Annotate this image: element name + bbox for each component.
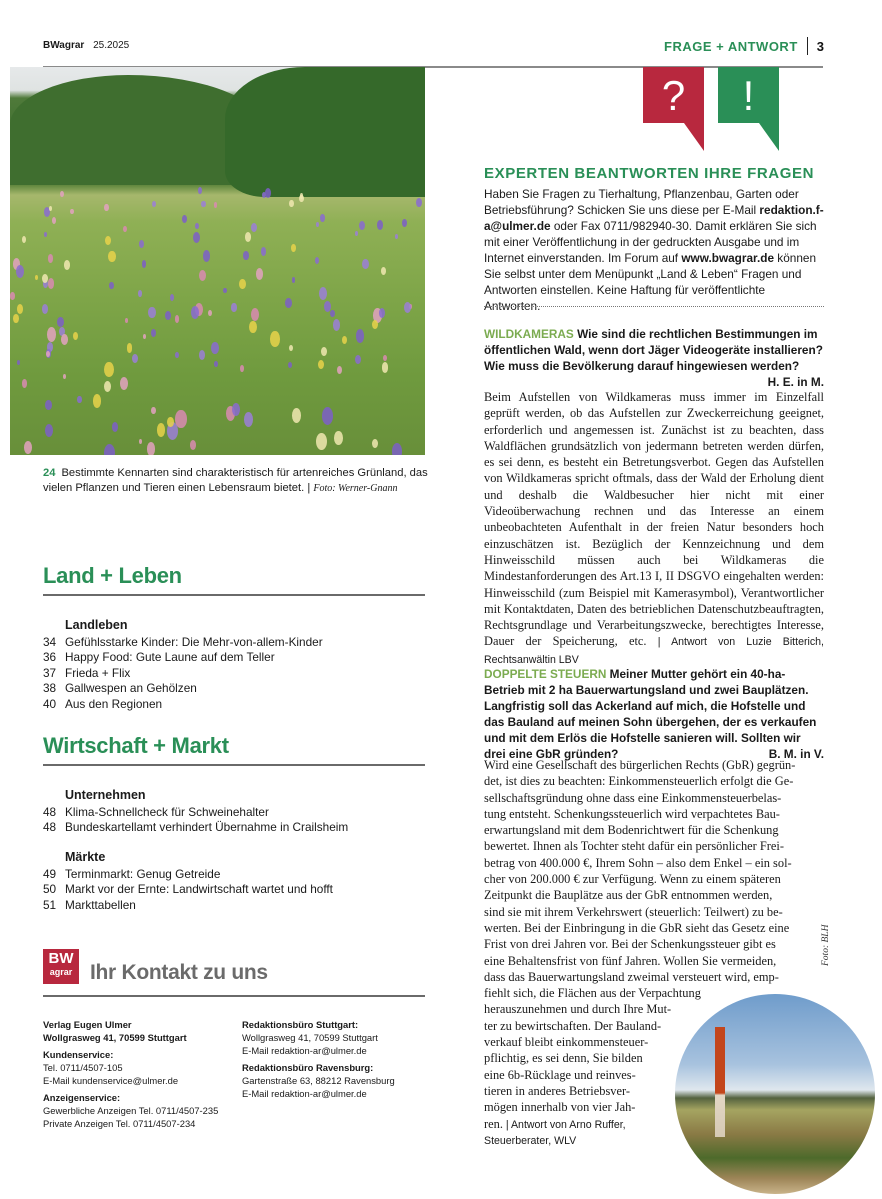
- photo-flower: [112, 422, 118, 432]
- field-marker-photo: [675, 994, 875, 1194]
- photo-flower: [244, 412, 253, 427]
- toc-title: Bundeskartellamt verhindert Übernahme in Crailsheim: [65, 820, 349, 834]
- toc-item[interactable]: [43, 898, 428, 914]
- photo-flower: [70, 209, 74, 215]
- toc-subtitle: Landleben: [65, 618, 128, 632]
- photo-flower: [60, 191, 64, 197]
- header-divider: [807, 37, 808, 55]
- section-title: FRAGE + ANTWORT: [664, 38, 798, 54]
- dotted-divider: [484, 306, 824, 307]
- answer-line: herauszunehmen und durch Ihre Mut-: [484, 1002, 672, 1017]
- photo-flower: [214, 361, 218, 367]
- photo-flower: [167, 417, 174, 428]
- photo-flower: [143, 334, 146, 339]
- office-ravensburg-address: Gartenstraße 63, 88212 Ravensburg: [242, 1075, 395, 1086]
- answer-line: ren.: [484, 1116, 503, 1131]
- toc-title: Markttabellen: [65, 897, 136, 912]
- intro-website-link[interactable]: www.bwagrar.de: [681, 251, 775, 265]
- photo-flower: [132, 354, 138, 363]
- photo-flower: [404, 302, 411, 313]
- photo-caption: [43, 466, 428, 496]
- photo-flower: [245, 232, 251, 242]
- photo-flower: [355, 231, 358, 236]
- caption-number: 24: [43, 467, 56, 479]
- toc-page: 48: [43, 820, 57, 834]
- photo-flower: [104, 444, 115, 455]
- logo-text-top: BW: [48, 950, 74, 967]
- photo-flower: [337, 366, 342, 374]
- answer-line: Frist von drei Jahren vor. Bei der Schenkungssteuer gibt es: [484, 937, 776, 952]
- office-stuttgart-address: Wollgrasweg 41, 70599 Stuttgart: [242, 1032, 378, 1043]
- photo-flower: [10, 292, 15, 299]
- toc-page: 51: [43, 897, 57, 912]
- photo-flower: [270, 331, 280, 346]
- answer-line: mögen innerhalb von vier Jah-: [484, 1100, 636, 1115]
- photo-flower: [104, 362, 113, 377]
- photo-flower: [377, 220, 383, 230]
- toc-title: Terminmarkt: Genug Getreide: [65, 866, 221, 881]
- answer-line: sellschaftsgründung ohne dass eine Einkommensteuerbelas-: [484, 790, 782, 805]
- toc-page: 48: [43, 804, 57, 819]
- intro-text: [484, 186, 824, 314]
- answer-line: tieren in anderes Betriebsver-: [484, 1083, 630, 1098]
- toc-heading-land-leben: Land + Leben: [43, 563, 182, 588]
- answer-line: erwartungsland mit dem Bodenrichtwert für die Schenkung: [484, 823, 779, 838]
- photo-flower: [362, 259, 369, 270]
- section-header: [664, 37, 824, 55]
- answer-line: eine Behaltensfrist von fünf Jahren. Wollen Sie vermeiden,: [484, 953, 777, 968]
- answer-line: betrag von 400.000 €, Ihrem Sohn – also dem Enkel – ein sol-: [484, 855, 792, 870]
- photo-flower: [231, 303, 236, 311]
- answer-line: Wird eine Gesellschaft des bürgerlichen Rechts (GbR) gegrün-: [484, 758, 796, 772]
- photo-flower: [318, 360, 324, 369]
- photo-flower: [170, 294, 174, 301]
- photo-flower: [249, 321, 257, 334]
- photo-flower: [320, 214, 325, 221]
- photo-flower: [199, 270, 206, 281]
- question-tag: WILDKAMERAS: [484, 327, 574, 341]
- answer-line: dass das Bauerwartungsland zweimal versteuert wird, emp-: [484, 969, 779, 984]
- photo-flower: [193, 232, 200, 243]
- toc-title: Happy Food: Gute Laune auf dem Teller: [65, 650, 275, 664]
- photo-flower: [139, 439, 142, 444]
- photo-flower: [105, 236, 111, 245]
- photo-flower: [77, 396, 81, 403]
- photo-flower: [127, 343, 133, 352]
- question-tag: DOPPELTE STEUERN: [484, 667, 607, 681]
- photo-flower: [416, 198, 422, 207]
- office-ravensburg-email[interactable]: E-Mail redaktion-ar@ulmer.de: [242, 1088, 367, 1099]
- caption-text: Bestimmte Kennarten sind charakteristisch für artenreiches Grünland, das vielen Pflanzen und Tieren einen Lebensraum bietet.: [43, 467, 428, 494]
- toc-group-maerkte: [43, 850, 428, 913]
- ads-private-phone: Private Anzeigen Tel. 0711/4507-234: [43, 1118, 196, 1129]
- toc-item[interactable]: [43, 650, 428, 666]
- photo-flower: [395, 234, 398, 239]
- answer-line: pflichtig, es sei denn, Sie bilden: [484, 1051, 643, 1066]
- photo-flower: [104, 381, 111, 392]
- running-header: [43, 40, 129, 51]
- toc-item[interactable]: [43, 805, 428, 821]
- photo-flower: [24, 441, 32, 454]
- photo-flower: [324, 301, 331, 312]
- ads-commercial-phone: Gewerbliche Anzeigen Tel. 0711/4507-235: [43, 1105, 219, 1116]
- photo-flower: [42, 274, 48, 283]
- question-signature: B. M. in V.: [768, 747, 824, 761]
- photo-flower: [57, 317, 64, 327]
- photo-flower: [123, 226, 127, 232]
- contact-right-column: [242, 1018, 395, 1104]
- page-number: 3: [816, 38, 824, 54]
- toc-item[interactable]: [43, 867, 428, 883]
- photo-flower: [372, 439, 378, 448]
- answer-line: sind sie mit ihrem Verkehrswert (steuerlich: Teilwert) zu be-: [484, 904, 783, 919]
- photo-credit: Foto: Werner-Gnann: [313, 483, 398, 494]
- photo-flower: [191, 306, 199, 319]
- toc-page: 34: [43, 634, 57, 649]
- intro-email-link[interactable]: redaktion.f-a@ulmer.de: [484, 203, 824, 233]
- toc-heading-wirtschaft-markt: Wirtschaft + Markt: [43, 733, 229, 758]
- photo-flower: [251, 223, 257, 232]
- byline-line-2: Steuerberater, WLV: [484, 1134, 577, 1147]
- question-text: Meiner Mutter gehört ein 40-ha-Betrieb mit 2 ha Bauerwartungsland und zwei Bauplätzen. Langfristig soll das Ackerland auf mich, die Hofstelle und das Bauland auf meinen Sohn übergehen, der es verkaufen und mit dem Erlös die Hofstelle sanieren will. Sollten wir drei eine GbR gründen?: [484, 667, 817, 761]
- publisher-address: Wollgrasweg 41, 70599 Stuttgart: [43, 1032, 187, 1043]
- toc-item[interactable]: [43, 681, 428, 697]
- photo-flower: [239, 279, 246, 290]
- photo-flower: [165, 311, 171, 320]
- photo-flower: [45, 424, 53, 437]
- photo-marker-post: [715, 1027, 725, 1137]
- photo-flower: [93, 394, 102, 408]
- answer-line: bewertet. Ihnen als Tochter steht dafür ein persönlicher Frei-: [484, 839, 784, 854]
- photo-flower: [381, 267, 386, 275]
- photo-flower: [299, 195, 304, 203]
- toc-title: Markt vor der Ernte: Landwirtschaft wartet und hofft: [65, 882, 333, 896]
- exclamation-glyph: !: [742, 72, 755, 119]
- toc-item[interactable]: [43, 666, 428, 682]
- photo-flower: [211, 342, 219, 354]
- photo-circle-credit: Foto: BLH: [821, 924, 831, 966]
- photo-flower: [292, 277, 296, 283]
- photo-flower: [152, 201, 156, 208]
- office-stuttgart-heading: Redaktionsbüro Stuttgart:: [242, 1019, 359, 1030]
- answer-line: det, ist dies zu beachten: Einkommensteuerlich erfolgt die Ge-: [484, 774, 794, 789]
- contact-title: Ihr Kontakt zu uns: [90, 961, 268, 984]
- photo-flower: [120, 377, 128, 390]
- photo-flower: [392, 443, 403, 455]
- photo-flower: [17, 360, 20, 365]
- question-wildkameras: [484, 326, 824, 390]
- photo-flower: [382, 362, 389, 373]
- photo-flower: [104, 204, 108, 211]
- photo-flower: [322, 407, 333, 425]
- answer-line: Zeitpunkt die Bauplätze aus der GbR entnommen werden,: [484, 888, 773, 903]
- contact-left-column: [43, 1018, 218, 1134]
- photo-flower: [22, 236, 26, 243]
- photo-flower: [125, 318, 128, 323]
- intro-text-part: können Sie selbst unter dem Menüpunkt „Land & Leben“ Fragen und Antworten einstellen. Keine Haftung für veröffentlichte Antworten.: [484, 251, 817, 313]
- photo-flower: [63, 374, 66, 379]
- photo-flower: [402, 219, 407, 227]
- photo-flower: [48, 278, 54, 288]
- ads-service-heading: Anzeigenservice:: [43, 1092, 121, 1103]
- office-ravensburg-heading: Redaktionsbüro Ravensburg:: [242, 1062, 374, 1073]
- question-signature: H. E. in M.: [767, 375, 824, 389]
- bwagrar-logo: [43, 949, 79, 984]
- photo-flower: [289, 200, 293, 207]
- photo-flower: [157, 423, 166, 437]
- answer-line: ter zu bewirtschaften. Der Bauland-: [484, 1018, 662, 1033]
- photo-flower: [175, 352, 179, 358]
- photo-flower: [330, 310, 335, 317]
- photo-flower: [190, 440, 196, 450]
- photo-flower: [175, 410, 186, 428]
- answer-wildkameras: [484, 389, 824, 668]
- intro-title: EXPERTEN BEANTWORTEN IHRE FRAGEN: [484, 165, 815, 182]
- photo-flower: [334, 431, 343, 445]
- question-glyph: ?: [661, 72, 686, 119]
- toc-page: 49: [43, 866, 57, 881]
- photo-flower: [232, 403, 240, 416]
- photo-flower: [182, 215, 187, 223]
- photo-flower: [139, 240, 144, 248]
- caption-separator: |: [307, 482, 311, 494]
- toc-title: Aus den Regionen: [65, 696, 163, 711]
- customer-service-heading: Kundenservice:: [43, 1049, 114, 1060]
- contact-rule: [43, 995, 425, 997]
- photo-flower: [356, 329, 364, 343]
- photo-flower: [256, 268, 264, 280]
- photo-flower: [285, 298, 291, 308]
- toc-item[interactable]: [43, 882, 428, 898]
- photo-flower: [108, 251, 115, 263]
- answer-line: fiehlt sich, die Flächen aus der Verpachtung: [484, 986, 701, 1001]
- photo-flower: [45, 400, 51, 410]
- toc-group-unternehmen: [43, 788, 428, 836]
- photo-flower: [42, 304, 48, 314]
- photo-flower: [379, 308, 385, 318]
- meadow-photo: [10, 67, 425, 455]
- toc-title: Klima-Schnellcheck für Schweinehalter: [65, 804, 269, 819]
- photo-flower: [333, 319, 340, 331]
- photo-flower: [142, 260, 147, 268]
- toc-item[interactable]: [43, 820, 428, 836]
- intro-text-part: Haben Sie Fragen zu Tierhaltung, Pflanzenbau, Garten oder Betriebsführung? Schicken Sie uns diese per E-Mail: [484, 187, 799, 217]
- answer-line: verkauf bleibt einkommensteuer-: [484, 1035, 649, 1050]
- publisher-name: Verlag Eugen Ulmer: [43, 1019, 132, 1030]
- photo-flower: [203, 250, 210, 261]
- photo-flower: [138, 290, 142, 297]
- photo-flower: [46, 351, 50, 357]
- photo-flower: [61, 334, 68, 345]
- photo-flower: [109, 282, 113, 289]
- photo-flower: [44, 232, 47, 237]
- photo-flower: [147, 442, 156, 455]
- photo-flower: [289, 345, 293, 351]
- issue-number: 25.2025: [93, 40, 130, 51]
- question-text: Wie sind die rechtlichen Bestimmungen im öffentlichen Wald, wenn dort Jäger Videogeräte installieren? Wie muss die Bevölkerung darauf hingewiesen werden?: [484, 327, 823, 373]
- toc-title: Gallwespen an Gehölzen: [65, 681, 197, 695]
- logo-text-bottom: agrar: [49, 967, 73, 977]
- toc-page: 37: [43, 665, 57, 680]
- photo-flower: [223, 288, 226, 294]
- photo-flower: [199, 350, 205, 360]
- photo-flower: [319, 287, 327, 300]
- answer-byline: | Antwort von Luzie Bitterich, Rechtsanwältin LBV: [484, 636, 824, 666]
- photo-flower: [49, 206, 53, 212]
- photo-flower: [17, 304, 23, 314]
- photo-flower: [292, 408, 301, 423]
- photo-flower: [321, 347, 327, 356]
- photo-flower: [208, 310, 212, 316]
- toc-page: 50: [43, 882, 57, 896]
- question-doppelte-steuern: [484, 666, 824, 762]
- photo-flower: [251, 308, 259, 321]
- toc-subtitle: Märkte: [65, 850, 106, 864]
- toc-rule: [43, 594, 425, 596]
- toc-item[interactable]: [43, 697, 428, 713]
- speech-bubble-tail: [684, 123, 704, 151]
- photo-flower: [22, 379, 27, 388]
- toc-title: Gefühlsstarke Kinder: Die Mehr-von-allem-Kinder: [65, 634, 323, 649]
- photo-flower: [288, 362, 292, 369]
- photo-flower: [151, 407, 156, 414]
- toc-title: Frieda + Flix: [65, 665, 131, 680]
- photo-flower: [383, 355, 387, 361]
- photo-flower: [214, 202, 218, 208]
- answer-line: eine 6b-Rücklage und reinves-: [484, 1067, 636, 1082]
- intro-text-part: oder Fax 0711/982940-30. Damit erklären Sie sich mit einer Veröffentlichung in der gedruckten Ausgabe und im Internet einverstanden. Im Forum auf: [484, 219, 817, 265]
- answer-line: cher von 200.000 € zur Verfügung. Wenn zu einem späteren: [484, 872, 781, 887]
- photo-flower: [201, 201, 205, 208]
- toc-page: 40: [43, 696, 57, 711]
- answer-line: tung entsteht. Schenkungssteuerlich wird verpachtetes Bau-: [484, 806, 780, 821]
- photo-flower: [243, 251, 248, 260]
- toc-item[interactable]: [43, 635, 428, 651]
- photo-flower: [52, 217, 56, 224]
- photo-flower: [198, 187, 202, 194]
- photo-flower: [64, 260, 70, 269]
- photo-flower: [355, 355, 361, 364]
- photo-flower: [151, 329, 156, 337]
- answer-text: Beim Aufstellen von Wildkameras muss immer im Einzelfall geprüft werden, ob das Aufstellen zur Zweckerreichung geeignet, erforderlich und angemessen ist. Zunächst ist zu beachten, dass Waldflächen grundsätzlich von jedermann betreten werden dürfen, es sei denn, es besteht ein Betretungsverbot. Gegen das Aufstellen von Wildkameras spricht oftmals, dass der Wald der Erholung dient und deshalb die Waldbesucher hier nicht mit einer Videoüberwachung rechnen und das Interesse an einem unbeobachteten Aufenthalt in der freien Natur besonders hoch einzuschätzen ist. Bezüglich der Kennzeichnung und dem Hinweisschild müssen auch bei Wildkameras die Mindestanforderungen des Art.13 I, II DSGVO eingehalten werden: Hinweisschild (zum Beispiel mit Kamerasymbol), Verantwortlicher mit Kontaktdaten, Daten des betrieblichen Datenschutzbeauftragten, Rechtsgrundlage und Verarbeitungszwecke, berechtigtes Interesse, Dauer der Speicherung, etc.: [484, 390, 824, 649]
- photo-flower: [47, 327, 56, 342]
- toc-page: 36: [43, 650, 57, 664]
- toc-page: 38: [43, 681, 57, 695]
- photo-flower: [291, 244, 296, 252]
- photo-flower: [16, 265, 24, 278]
- photo-flower: [261, 247, 267, 256]
- photo-flower: [315, 257, 319, 264]
- photo-flower: [359, 221, 365, 230]
- photo-flower: [13, 314, 19, 323]
- answer-line: werten. Bei der Einbringung in die GbR sieht das Gesetz eine: [484, 920, 790, 935]
- office-stuttgart-email[interactable]: E-Mail redaktion-ar@ulmer.de: [242, 1045, 367, 1056]
- photo-flower: [265, 188, 271, 198]
- photo-flower: [35, 275, 38, 280]
- toc-rule: [43, 764, 425, 766]
- photo-flower: [316, 433, 327, 450]
- photo-flower: [240, 365, 244, 372]
- speech-bubble-tail: [759, 123, 779, 151]
- photo-flower: [48, 254, 53, 262]
- exclamation-mark-icon: [718, 67, 779, 123]
- photo-trees: [225, 67, 425, 197]
- publication-name: BWagrar: [43, 40, 85, 51]
- toc-group-landleben: [43, 618, 428, 712]
- customer-service-phone: Tel. 0711/4507-105: [43, 1062, 123, 1073]
- question-mark-icon: [643, 67, 704, 123]
- photo-flower: [148, 307, 155, 319]
- photo-flower: [175, 315, 180, 322]
- customer-service-email[interactable]: E-Mail kundenservice@ulmer.de: [43, 1075, 179, 1086]
- photo-flower: [342, 336, 347, 344]
- byline-line-1: | Antwort von Arno Ruffer,: [505, 1118, 626, 1131]
- photo-flower: [372, 320, 378, 329]
- toc-subtitle: Unternehmen: [65, 788, 146, 802]
- photo-flower: [316, 222, 319, 227]
- photo-flower: [73, 332, 78, 340]
- photo-flower: [195, 223, 199, 229]
